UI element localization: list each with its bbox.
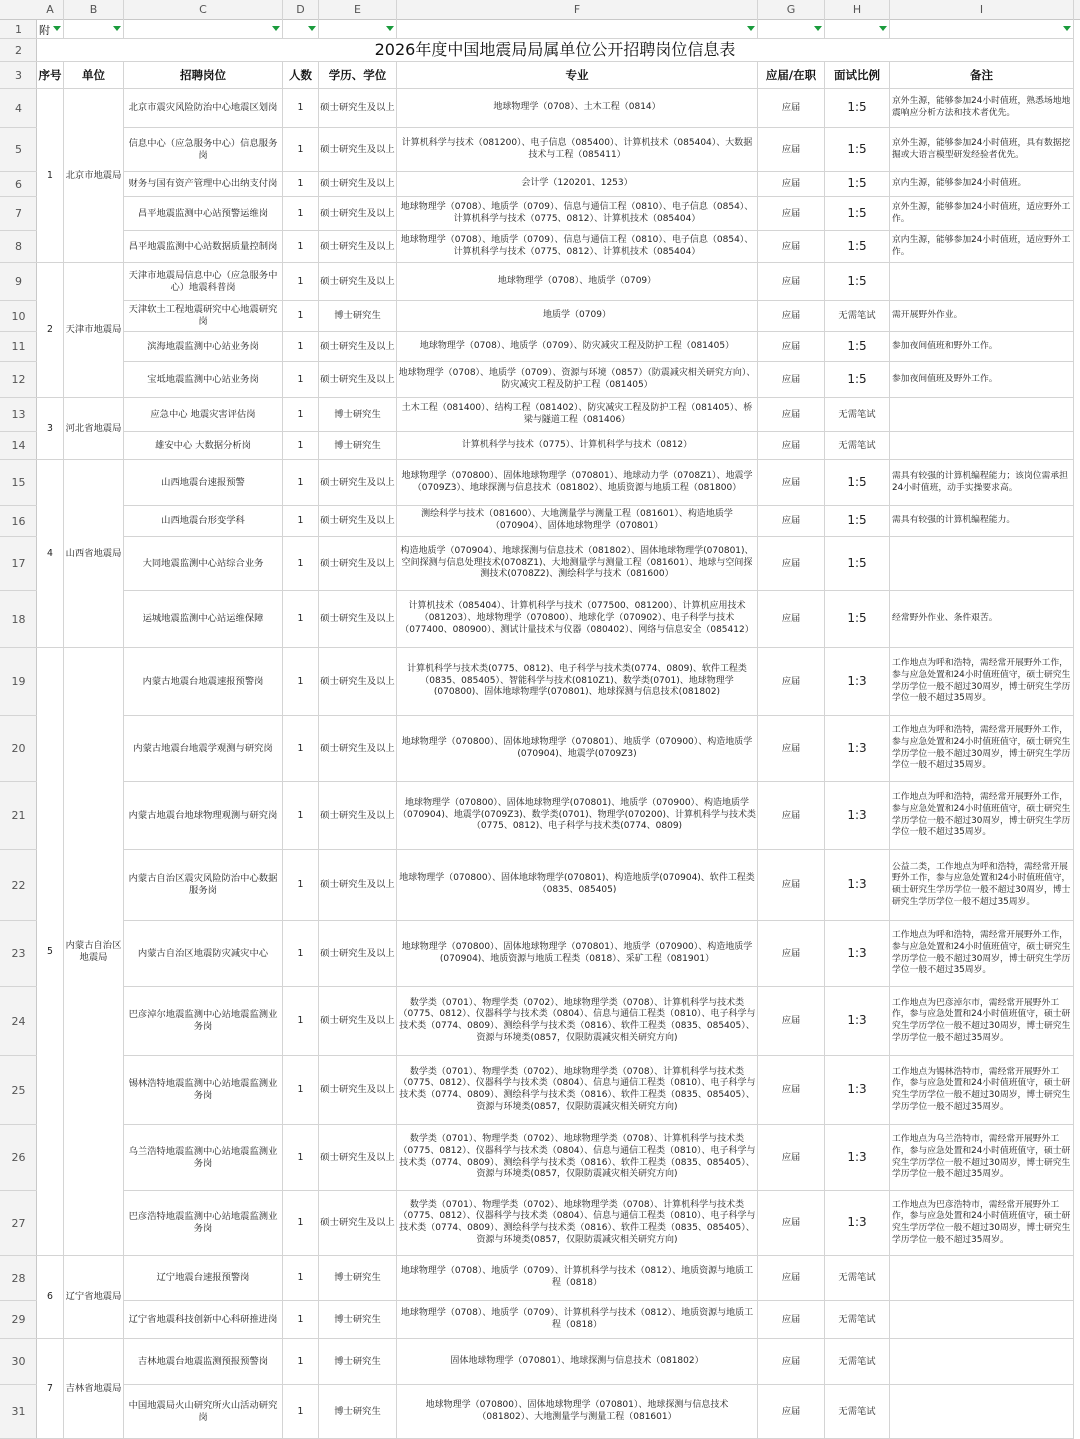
- filter-cell-e[interactable]: [319, 20, 397, 39]
- status-cell[interactable]: 应届: [758, 301, 825, 332]
- ratio-cell[interactable]: 1:5: [825, 460, 890, 506]
- ratio-cell[interactable]: 1:3: [825, 921, 890, 987]
- header-count: 人数: [283, 62, 319, 89]
- status-cell[interactable]: 应届: [758, 506, 825, 537]
- group-unit[interactable]: 北京市地震局: [64, 89, 124, 263]
- row-number-13[interactable]: 13: [0, 398, 37, 432]
- post-cell[interactable]: 巴彦淖尔地震监测中心站地震监测业务岗: [124, 987, 283, 1056]
- post-cell[interactable]: 山西地震台形变学科: [124, 506, 283, 537]
- major-cell[interactable]: 测绘科学与技术（081600）、大地测量学与测量工程（081601）、构造地质学（070904）、固体地球物理学（070801）: [397, 506, 758, 537]
- row-number-9[interactable]: 9: [0, 263, 37, 301]
- filter-cell-f[interactable]: [397, 20, 758, 39]
- ratio-cell[interactable]: 1:5: [825, 231, 890, 263]
- ratio-cell[interactable]: 无需笔试: [825, 1301, 890, 1339]
- status-cell[interactable]: 应届: [758, 89, 825, 128]
- remarks-cell[interactable]: 工作地点为呼和浩特，需经常开展野外工作，参与应急处置和24小时值班值守，硕士研究生学历学位一般不超过30周岁，博士研究生学历学位一般不超过35周岁。: [890, 921, 1074, 987]
- ratio-cell[interactable]: 1:3: [825, 850, 890, 921]
- major-cell[interactable]: 数学类（0701）、物理学类（0702）、地球物理学类（0708）、计算机科学与技术类（0775、0812）、仪器科学与技术类（0804）、信息与通信工程类（0810）、电子科学与技术类（0774、0809）、测绘科学与技术类（0816）、软件工程类（0835、085405）、资源与环境类(0857，仅限防震减灾相关研究方向): [397, 1191, 758, 1256]
- remarks-cell[interactable]: [890, 263, 1074, 301]
- column-header-a[interactable]: A: [37, 0, 64, 20]
- row-number-27[interactable]: 27: [0, 1191, 37, 1256]
- status-cell[interactable]: 应届: [758, 648, 825, 716]
- major-cell[interactable]: 计算机科学与技术（081200）、电子信息（085400）、计算机技术（085404）、大数据技术与工程（085411）: [397, 128, 758, 172]
- major-cell[interactable]: 地球物理学（0708）、地质学（0709）、防灾减灾工程及防护工程（081405）: [397, 332, 758, 362]
- status-cell[interactable]: 应届: [758, 128, 825, 172]
- ratio-cell[interactable]: 1:5: [825, 197, 890, 231]
- row-number-26[interactable]: 26: [0, 1125, 37, 1191]
- row-number-4[interactable]: 4: [0, 89, 37, 128]
- education-cell[interactable]: 硕士研究生及以上: [319, 128, 397, 172]
- major-cell[interactable]: 地球物理学（070800）、固体地球物理学（070801）、地质学（070900）、构造地质学(070904)、地质资源与地质工程类（0818）、采矿工程（081901）: [397, 921, 758, 987]
- ratio-cell[interactable]: 1:5: [825, 362, 890, 398]
- status-cell[interactable]: 应届: [758, 1385, 825, 1439]
- major-cell[interactable]: 地球物理学（0708）、地质学（0709）、计算机科学与技术（0812）、地质资源与地质工程（0818）: [397, 1256, 758, 1301]
- ratio-cell[interactable]: 1:5: [825, 332, 890, 362]
- row-number-24[interactable]: 24: [0, 987, 37, 1056]
- post-cell[interactable]: 天津软土工程地震研究中心地震研究岗: [124, 301, 283, 332]
- major-cell[interactable]: 地球物理学（0708）、地质学（0709）、信息与通信工程（0810）、电子信息（0854）、计算机科学与技术（0775、0812）、计算机技术（085404）: [397, 231, 758, 263]
- post-cell[interactable]: 内蒙古地震台地球物理观测与研究岗: [124, 782, 283, 850]
- remarks-cell[interactable]: 经常野外作业、条件艰苦。: [890, 591, 1074, 648]
- education-cell[interactable]: 硕士研究生及以上: [319, 460, 397, 506]
- remarks-cell[interactable]: 工作地点为巴彦浩特市，需经常开展野外工作，参与应急处置和24小时值班值守，硕士研究生学历学位一般不超过30周岁，博士研究生学历学位一般不超过35周岁。: [890, 1191, 1074, 1256]
- major-cell[interactable]: 计算机科学与技术类(0775、0812)、电子科学与技术类(0774、0809)、软件工程类（0835、085405）、智能科学与技术(0810Z1)、数学类(0701)、地球物理学(070800)、固体地球物理学(070801)、地球探测与信息技术(081802): [397, 648, 758, 716]
- filter-dropdown-icon[interactable]: [814, 26, 822, 31]
- group-unit[interactable]: 内蒙古自治区地震局: [64, 648, 124, 1256]
- education-cell[interactable]: 硕士研究生及以上: [319, 591, 397, 648]
- row-number-15[interactable]: 15: [0, 460, 37, 506]
- remarks-cell[interactable]: 京内生源，能够参加24小时值班。: [890, 172, 1074, 197]
- remarks-cell[interactable]: [890, 1301, 1074, 1339]
- status-cell[interactable]: 应届: [758, 921, 825, 987]
- ratio-cell[interactable]: 1:5: [825, 537, 890, 591]
- remarks-cell[interactable]: [890, 537, 1074, 591]
- remarks-cell[interactable]: 工作地点为乌兰浩特市，需经常开展野外工作，参与应急处置和24小时值班值守，硕士研究生学历学位一般不超过30周岁，博士研究生学历学位一般不超过35周岁。: [890, 1125, 1074, 1191]
- post-cell[interactable]: 昌平地震监测中心站数据质量控制岗: [124, 231, 283, 263]
- row-number-19[interactable]: 19: [0, 648, 37, 716]
- post-cell[interactable]: 中国地震局火山研究所火山活动研究岗: [124, 1385, 283, 1439]
- status-cell[interactable]: 应届: [758, 591, 825, 648]
- post-cell[interactable]: 锡林浩特地震监测中心站地震监测业务岗: [124, 1056, 283, 1125]
- filter-dropdown-icon[interactable]: [747, 26, 755, 31]
- count-cell[interactable]: 1: [283, 263, 319, 301]
- page-title: 2026年度中国地震局局属单位公开招聘岗位信息表: [37, 39, 1074, 62]
- education-cell[interactable]: 硕士研究生及以上: [319, 921, 397, 987]
- education-cell[interactable]: 硕士研究生及以上: [319, 362, 397, 398]
- count-cell[interactable]: 1: [283, 506, 319, 537]
- filter-dropdown-icon[interactable]: [386, 26, 394, 31]
- count-cell[interactable]: 1: [283, 987, 319, 1056]
- header-seq: 序号: [37, 62, 64, 89]
- status-cell[interactable]: 应届: [758, 1256, 825, 1301]
- education-cell[interactable]: 博士研究生: [319, 432, 397, 460]
- ratio-cell[interactable]: 无需笔试: [825, 398, 890, 432]
- count-cell[interactable]: 1: [283, 1056, 319, 1125]
- group-seq[interactable]: 7: [37, 1339, 64, 1439]
- post-cell[interactable]: 辽宁省地震科技创新中心科研推进岗: [124, 1301, 283, 1339]
- ratio-cell[interactable]: 无需笔试: [825, 1385, 890, 1439]
- remarks-cell[interactable]: 工作地点为呼和浩特，需经常开展野外工作，参与应急处置和24小时值班值守，硕士研究生学历学位一般不超过30周岁，博士研究生学历学位一般不超过35周岁。: [890, 716, 1074, 782]
- post-cell[interactable]: 巴彦浩特地震监测中心站地震监测业务岗: [124, 1191, 283, 1256]
- row-number-29[interactable]: 29: [0, 1301, 37, 1339]
- group-seq[interactable]: 3: [37, 398, 64, 460]
- status-cell[interactable]: 应届: [758, 1125, 825, 1191]
- ratio-cell[interactable]: 1:5: [825, 506, 890, 537]
- major-cell[interactable]: 地质学（0709）: [397, 301, 758, 332]
- row-number-8[interactable]: 8: [0, 231, 37, 263]
- ratio-cell[interactable]: 1:3: [825, 987, 890, 1056]
- row-number-16[interactable]: 16: [0, 506, 37, 537]
- status-cell[interactable]: 应届: [758, 1339, 825, 1385]
- row-number-7[interactable]: 7: [0, 197, 37, 231]
- count-cell[interactable]: 1: [283, 1256, 319, 1301]
- count-cell[interactable]: 1: [283, 231, 319, 263]
- ratio-cell[interactable]: 1:5: [825, 591, 890, 648]
- row-number-5[interactable]: 5: [0, 128, 37, 172]
- major-cell[interactable]: 地球物理学（0708）、地质学（0709）、信息与通信工程（0810）、电子信息（0854）、计算机科学与技术（0775、0812）、计算机技术（085404）: [397, 197, 758, 231]
- count-cell[interactable]: 1: [283, 398, 319, 432]
- education-cell[interactable]: 博士研究生: [319, 398, 397, 432]
- status-cell[interactable]: 应届: [758, 172, 825, 197]
- education-cell[interactable]: 博士研究生: [319, 1339, 397, 1385]
- post-cell[interactable]: 信息中心（应急服务中心）信息服务岗: [124, 128, 283, 172]
- ratio-cell[interactable]: 1:5: [825, 128, 890, 172]
- education-cell[interactable]: 博士研究生: [319, 1256, 397, 1301]
- column-header-c[interactable]: C: [124, 0, 283, 20]
- major-cell[interactable]: 数学类（0701）、物理学类（0702）、地球物理学类（0708）、计算机科学与技术类（0775、0812）、仪器科学与技术类（0804）、信息与通信工程类（0810）、电子科学与技术类（0774、0809）、测绘科学与技术类（0816）、软件工程类（0835、085405）、资源与环境类(0857，仅限防震减灾相关研究方向): [397, 1125, 758, 1191]
- row-number-1[interactable]: 1: [0, 20, 37, 39]
- remarks-cell[interactable]: 需开展野外作业。: [890, 301, 1074, 332]
- filter-cell-b[interactable]: [64, 20, 124, 39]
- filter-dropdown-icon[interactable]: [308, 26, 316, 31]
- remarks-cell[interactable]: 工作地点为锡林浩特市，需经常开展野外工作，参与应急处置和24小时值班值守，硕士研究生学历学位一般不超过30周岁，博士研究生学历学位一般不超过35周岁。: [890, 1056, 1074, 1125]
- group-seq[interactable]: 6: [37, 1256, 64, 1339]
- post-cell[interactable]: 财务与国有资产管理中心出纳支付岗: [124, 172, 283, 197]
- ratio-cell[interactable]: 1:3: [825, 648, 890, 716]
- remarks-cell[interactable]: [890, 432, 1074, 460]
- filter-cell-h[interactable]: [825, 20, 890, 39]
- remarks-cell[interactable]: 参加夜间值班及野外工作。: [890, 362, 1074, 398]
- group-unit[interactable]: 辽宁省地震局: [64, 1256, 124, 1339]
- status-cell[interactable]: 应届: [758, 398, 825, 432]
- header-remarks: 备注: [890, 62, 1074, 89]
- education-cell[interactable]: 硕士研究生及以上: [319, 850, 397, 921]
- row-number-14[interactable]: 14: [0, 432, 37, 460]
- remarks-cell[interactable]: 工作地点为巴彦淖尔市，需经常开展野外工作，参与应急处置和24小时值班值守，硕士研究生学历学位一般不超过30周岁，博士研究生学历学位一般不超过35周岁。: [890, 987, 1074, 1056]
- header-unit: 单位: [64, 62, 124, 89]
- remarks-cell[interactable]: 京外生源，能够参加24小时值班，具有数据挖掘或大语言模型研发经验者优先。: [890, 128, 1074, 172]
- header-education: 学历、学位: [319, 62, 397, 89]
- ratio-cell[interactable]: 1:3: [825, 1125, 890, 1191]
- post-cell[interactable]: 宝坻地震监测中心站业务岗: [124, 362, 283, 398]
- major-cell[interactable]: 固体地球物理学（070801）、地球探测与信息技术（081802）: [397, 1339, 758, 1385]
- row-number-21[interactable]: 21: [0, 782, 37, 850]
- column-header-g[interactable]: G: [758, 0, 825, 20]
- ratio-cell[interactable]: 无需笔试: [825, 301, 890, 332]
- row-number-25[interactable]: 25: [0, 1056, 37, 1125]
- post-cell[interactable]: 辽宁地震台速报预警岗: [124, 1256, 283, 1301]
- group-seq[interactable]: 5: [37, 648, 64, 1256]
- post-cell[interactable]: 应急中心 地震灾害评估岗: [124, 398, 283, 432]
- ratio-cell[interactable]: 无需笔试: [825, 1339, 890, 1385]
- major-cell[interactable]: 地球物理学（0708）、地质学（0709）、计算机科学与技术（0812）、地质资源与地质工程（0818）: [397, 1301, 758, 1339]
- major-cell[interactable]: 构造地质学（070904）、地球探测与信息技术（081802）、固体地球物理学(070801)、空间探测与信息处理技术(0708Z1)、大地测量学与测量工程（081601）、地球与空间探测技术(0708Z2)、测绘科学与技术（081600）: [397, 537, 758, 591]
- group-unit[interactable]: 山西省地震局: [64, 460, 124, 648]
- group-seq[interactable]: 2: [37, 263, 64, 398]
- education-cell[interactable]: 硕士研究生及以上: [319, 1191, 397, 1256]
- remarks-cell[interactable]: [890, 1385, 1074, 1439]
- header-post: 招聘岗位: [124, 62, 283, 89]
- remarks-cell[interactable]: 京内生源，能够参加24小时值班，适应野外工作。: [890, 231, 1074, 263]
- column-header-f[interactable]: F: [397, 0, 758, 20]
- header-status: 应届/在职: [758, 62, 825, 89]
- post-cell[interactable]: 吉林地震台地震监测预报预警岗: [124, 1339, 283, 1385]
- count-cell[interactable]: 1: [283, 716, 319, 782]
- ratio-cell[interactable]: 1:3: [825, 1056, 890, 1125]
- row-number-3[interactable]: 3: [0, 62, 37, 89]
- group-seq[interactable]: 4: [37, 460, 64, 648]
- status-cell[interactable]: 应届: [758, 987, 825, 1056]
- ratio-cell[interactable]: 无需笔试: [825, 1256, 890, 1301]
- remarks-cell[interactable]: 参加夜间值班和野外工作。: [890, 332, 1074, 362]
- row-number-10[interactable]: 10: [0, 301, 37, 332]
- filter-dropdown-icon[interactable]: [113, 26, 121, 31]
- count-cell[interactable]: 1: [283, 89, 319, 128]
- education-cell[interactable]: 硕士研究生及以上: [319, 332, 397, 362]
- education-cell[interactable]: 硕士研究生及以上: [319, 506, 397, 537]
- remarks-cell[interactable]: [890, 398, 1074, 432]
- status-cell[interactable]: 应届: [758, 197, 825, 231]
- major-cell[interactable]: 数学类（0701）、物理学类（0702）、地球物理学类（0708）、计算机科学与技术类（0775、0812）、仪器科学与技术类（0804）、信息与通信工程类（0810）、电子科学与技术类（0774、0809）、测绘科学与技术类（0816）、软件工程类（0835、085405）、资源与环境类(0857，仅限防震减灾相关研究方向): [397, 1056, 758, 1125]
- group-unit[interactable]: 吉林省地震局: [64, 1339, 124, 1439]
- education-cell[interactable]: 博士研究生: [319, 301, 397, 332]
- post-cell[interactable]: 内蒙古地震台地震速报预警岗: [124, 648, 283, 716]
- count-cell[interactable]: 1: [283, 1339, 319, 1385]
- major-cell[interactable]: 土木工程（081400）、结构工程（081402）、防灾减灾工程及防护工程（081405）、桥梁与隧道工程（081406）: [397, 398, 758, 432]
- post-cell[interactable]: 大同地震监测中心站综合业务: [124, 537, 283, 591]
- row-header-bar: [0, 20, 37, 1439]
- post-cell[interactable]: 天津市地震局信息中心（应急服务中心）地震科普岗: [124, 263, 283, 301]
- column-header-b[interactable]: B: [64, 0, 124, 20]
- education-cell[interactable]: 硕士研究生及以上: [319, 537, 397, 591]
- group-seq[interactable]: 1: [37, 89, 64, 263]
- education-cell[interactable]: 硕士研究生及以上: [319, 231, 397, 263]
- post-cell[interactable]: 滨海地震监测中心站业务岗: [124, 332, 283, 362]
- count-cell[interactable]: 1: [283, 591, 319, 648]
- row-number-22[interactable]: 22: [0, 850, 37, 921]
- column-header-bar: [0, 0, 1080, 20]
- count-cell[interactable]: 1: [283, 537, 319, 591]
- education-cell[interactable]: 硕士研究生及以上: [319, 172, 397, 197]
- filter-cell-g[interactable]: [758, 20, 825, 39]
- count-cell[interactable]: 1: [283, 362, 319, 398]
- count-cell[interactable]: 1: [283, 1301, 319, 1339]
- status-cell[interactable]: 应届: [758, 782, 825, 850]
- count-cell[interactable]: 1: [283, 332, 319, 362]
- filter-cell-c[interactable]: [124, 20, 283, 39]
- major-cell[interactable]: 计算机科学与技术（0775）、计算机科学与技术（0812）: [397, 432, 758, 460]
- remarks-cell[interactable]: [890, 1339, 1074, 1385]
- filter-dropdown-icon[interactable]: [272, 26, 280, 31]
- remarks-cell[interactable]: 公益二类，工作地点为呼和浩特，需经常开展野外工作，参与应急处置和24小时值班值守，硕士研究生学历学位一般不超过30周岁，博士研究生学历学位一般不超过35周岁。: [890, 850, 1074, 921]
- education-cell[interactable]: 博士研究生: [319, 1301, 397, 1339]
- education-cell[interactable]: 硕士研究生及以上: [319, 648, 397, 716]
- status-cell[interactable]: 应届: [758, 1056, 825, 1125]
- ratio-cell[interactable]: 1:3: [825, 1191, 890, 1256]
- education-cell[interactable]: 硕士研究生及以上: [319, 716, 397, 782]
- major-cell[interactable]: 地球物理学（070800）、固体地球物理学（070801）、地球动力学（0708Z1）、地震学（0709Z3）、地球探测与信息技术（081802）、地质资源与地质工程（081800）: [397, 460, 758, 506]
- remarks-cell[interactable]: 需具有较强的计算机编程能力。: [890, 506, 1074, 537]
- row-number-2[interactable]: 2: [0, 39, 37, 62]
- remarks-cell[interactable]: 京外生源，能够参加24小时值班，熟悉场地地震响应分析方法和技术者优先。: [890, 89, 1074, 128]
- group-unit[interactable]: 天津市地震局: [64, 263, 124, 398]
- ratio-cell[interactable]: 1:5: [825, 263, 890, 301]
- count-cell[interactable]: 1: [283, 782, 319, 850]
- count-cell[interactable]: 1: [283, 648, 319, 716]
- row-number-28[interactable]: 28: [0, 1256, 37, 1301]
- count-cell[interactable]: 1: [283, 1385, 319, 1439]
- major-cell[interactable]: 地球物理学（070800）、固体地球物理学（070801）、地球探测与信息技术（081802）、大地测量学与测量工程（081601）: [397, 1385, 758, 1439]
- count-cell[interactable]: 1: [283, 432, 319, 460]
- post-cell[interactable]: 昌平地震监测中心站预警运维岗: [124, 197, 283, 231]
- group-unit[interactable]: 河北省地震局: [64, 398, 124, 460]
- education-cell[interactable]: 硕士研究生及以上: [319, 1056, 397, 1125]
- count-cell[interactable]: 1: [283, 128, 319, 172]
- status-cell[interactable]: 应届: [758, 432, 825, 460]
- ratio-cell[interactable]: 1:5: [825, 89, 890, 128]
- ratio-cell[interactable]: 无需笔试: [825, 432, 890, 460]
- row-number-12[interactable]: 12: [0, 362, 37, 398]
- column-header-i[interactable]: I: [890, 0, 1074, 20]
- education-cell[interactable]: 硕士研究生及以上: [319, 263, 397, 301]
- education-cell[interactable]: 博士研究生: [319, 1385, 397, 1439]
- status-cell[interactable]: 应届: [758, 850, 825, 921]
- filter-dropdown-icon[interactable]: [879, 26, 887, 31]
- major-cell[interactable]: 地球物理学（070800）、固体地球物理学(070801)、构造地质学(070904)、软件工程类（0835、085405): [397, 850, 758, 921]
- post-cell[interactable]: 雄安中心 大数据分析岗: [124, 432, 283, 460]
- row-number-17[interactable]: 17: [0, 537, 37, 591]
- major-cell[interactable]: 地球物理学（0708）、土木工程（0814）: [397, 89, 758, 128]
- post-cell[interactable]: 山西地震台速报预警: [124, 460, 283, 506]
- major-cell[interactable]: 地球物理学（070800）、固体地球物理学(070801)、地质学（070900）、构造地质学（070904)、地震学(0709Z3)、数学类(0701)、物理学(070200)、计算机科学与技术类（0775、0812)、电子科学与技术类(0774、0809): [397, 782, 758, 850]
- status-cell[interactable]: 应届: [758, 332, 825, 362]
- major-cell[interactable]: 地球物理学（0708）、地质学（0709）、资源与环境（0857）（防震减灾相关研究方向）、防灾减灾工程及防护工程（081405）: [397, 362, 758, 398]
- header-interview-ratio: 面试比例: [825, 62, 890, 89]
- row-number-11[interactable]: 11: [0, 332, 37, 362]
- count-cell[interactable]: 1: [283, 197, 319, 231]
- filter-dropdown-icon[interactable]: [1063, 26, 1071, 31]
- remarks-cell[interactable]: 工作地点为呼和浩特，需经常开展野外工作，参与应急处置和24小时值班值守，硕士研究生学历学位一般不超过30周岁，博士研究生学历学位一般不超过35周岁。: [890, 782, 1074, 850]
- filter-dropdown-icon[interactable]: [53, 26, 61, 31]
- row-number-6[interactable]: 6: [0, 172, 37, 197]
- filter-cell-i[interactable]: [890, 20, 1074, 39]
- education-cell[interactable]: 硕士研究生及以上: [319, 89, 397, 128]
- count-cell[interactable]: 1: [283, 921, 319, 987]
- major-cell[interactable]: 计算机技术（085404）、计算机科学与技术（077500、081200）、计算机应用技术（081203）、地球物理学（070800）、地球化学（070902）、电子科学与技术（077400、080900）、测试计量技术与仪器（080402）、网络与信息安全（085412）: [397, 591, 758, 648]
- education-cell[interactable]: 硕士研究生及以上: [319, 782, 397, 850]
- count-cell[interactable]: 1: [283, 850, 319, 921]
- count-cell[interactable]: 1: [283, 301, 319, 332]
- row-number-30[interactable]: 30: [0, 1339, 37, 1385]
- status-cell[interactable]: 应届: [758, 460, 825, 506]
- count-cell[interactable]: 1: [283, 1191, 319, 1256]
- row-number-20[interactable]: 20: [0, 716, 37, 782]
- row-number-31[interactable]: 31: [0, 1385, 37, 1439]
- post-cell[interactable]: 乌兰浩特地震监测中心站地震监测业务岗: [124, 1125, 283, 1191]
- post-cell[interactable]: 内蒙古自治区震灾风险防治中心数据服务岗: [124, 850, 283, 921]
- status-cell[interactable]: 应届: [758, 1191, 825, 1256]
- remarks-cell[interactable]: 工作地点为呼和浩特，需经常开展野外工作，参与应急处置和24小时值班值守，硕士研究生学历学位一般不超过30周岁，博士研究生学历学位一般不超过35周岁。: [890, 648, 1074, 716]
- ratio-cell[interactable]: 1:3: [825, 716, 890, 782]
- row-number-23[interactable]: 23: [0, 921, 37, 987]
- row1-label: 附: [39, 24, 50, 37]
- status-cell[interactable]: 应届: [758, 263, 825, 301]
- major-cell[interactable]: 数学类（0701）、物理学类（0702）、地球物理学类（0708）、计算机科学与技术类（0775、0812）、仪器科学与技术类（0804）、信息与通信工程类（0810）、电子科学与技术类（0774、0809）、测绘科学与技术类（0816）、软件工程类（0835、085405）、资源与环境类(0857，仅限防震减灾相关研究方向): [397, 987, 758, 1056]
- post-cell[interactable]: 北京市震灾风险防治中心地震区划岗: [124, 89, 283, 128]
- row-number-18[interactable]: 18: [0, 591, 37, 648]
- column-header-h[interactable]: H: [825, 0, 890, 20]
- remarks-cell[interactable]: 需具有较强的计算机编程能力；该岗位需承担24小时值班，动手实操要求高。: [890, 460, 1074, 506]
- count-cell[interactable]: 1: [283, 172, 319, 197]
- education-cell[interactable]: 硕士研究生及以上: [319, 1125, 397, 1191]
- status-cell[interactable]: 应届: [758, 231, 825, 263]
- major-cell[interactable]: 会计学（120201、1253）: [397, 172, 758, 197]
- remarks-cell[interactable]: [890, 1256, 1074, 1301]
- major-cell[interactable]: 地球物理学（0708）、地质学（0709）: [397, 263, 758, 301]
- education-cell[interactable]: 硕士研究生及以上: [319, 197, 397, 231]
- filter-cell-a[interactable]: [37, 20, 64, 39]
- post-cell[interactable]: 内蒙古自治区地震防灾减灾中心: [124, 921, 283, 987]
- ratio-cell[interactable]: 1:5: [825, 172, 890, 197]
- post-cell[interactable]: 内蒙古地震台地震学观测与研究岗: [124, 716, 283, 782]
- header-major: 专业: [397, 62, 758, 89]
- status-cell[interactable]: 应届: [758, 537, 825, 591]
- status-cell[interactable]: 应届: [758, 362, 825, 398]
- education-cell[interactable]: 硕士研究生及以上: [319, 987, 397, 1056]
- column-header-d[interactable]: D: [283, 0, 319, 20]
- post-cell[interactable]: 运城地震监测中心站运维保障: [124, 591, 283, 648]
- ratio-cell[interactable]: 1:3: [825, 782, 890, 850]
- count-cell[interactable]: 1: [283, 460, 319, 506]
- column-header-e[interactable]: E: [319, 0, 397, 20]
- count-cell[interactable]: 1: [283, 1125, 319, 1191]
- filter-cell-d[interactable]: [283, 20, 319, 39]
- status-cell[interactable]: 应届: [758, 716, 825, 782]
- remarks-cell[interactable]: 京外生源，能够参加24小时值班，适应野外工作。: [890, 197, 1074, 231]
- status-cell[interactable]: 应届: [758, 1301, 825, 1339]
- major-cell[interactable]: 地球物理学（070800）、固体地球物理学（070801）、地质学（070900）、构造地质学(070904)、地震学(0709Z3): [397, 716, 758, 782]
